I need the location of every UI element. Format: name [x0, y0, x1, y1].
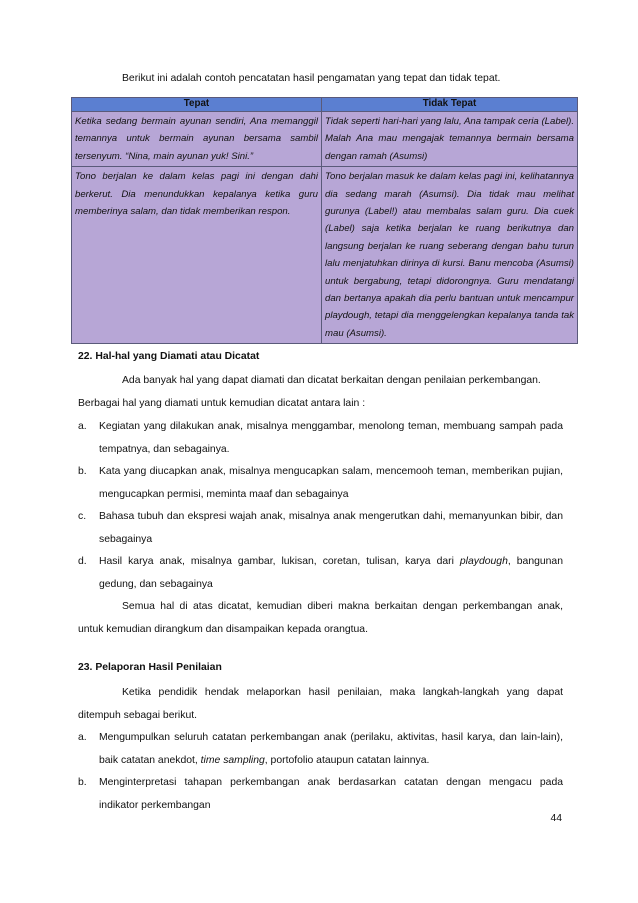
list-text: Bahasa tubuh dan ekspresi wajah anak, misalnya anak mengerutkan dahi, memanyunkan bibir, dan sebagainya: [99, 511, 563, 545]
table-cell: Tono berjalan masuk ke dalam kelas pagi ini, kelihatannya dia sedang marah (Asumsi). Dia tidak mau melihat gurunya (Label!) atau membalas salam guru. Dia cuek (Label) saja ketika berjalan ke ruang berikutnya dan langsung berjalan ke ruang seberang dengan bahu turun lalu menjatuhkan dirinya di kursi. Banu mencoba (Asumsi) untuk bergabung, tetapi didorongnya. Guru mendatangi dan bertanya apakah dia perlu bantuan untuk mencampur playdough, tetapi dia menggelengkan kepalanya tanda tak mau (Asumsi).: [322, 167, 578, 344]
list-text: Kegiatan yang dilakukan anak, misalnya menggambar, menolong teman, membuang sampah pada tempatnya, dan sebagainya.: [99, 421, 563, 455]
table-cell: Ketika sedang bermain ayunan sendiri, Ana memanggil temannya untuk bermain ayunan bersama sambil tersenyum. “Nina, main ayunan yuk! Sini.”: [72, 112, 322, 167]
list-marker: c.: [78, 511, 87, 522]
paragraph: Ketika pendidik hendak melaporkan hasil penilaian, maka langkah-langkah yang dapat ditempuh sebagai berikut.: [78, 687, 563, 721]
page-number: 44: [550, 813, 562, 824]
text-run: , portofolio ataupun catatan lainnya.: [264, 754, 430, 766]
list-item: [78, 772, 563, 817]
table-cell: Tono berjalan ke dalam kelas pagi ini dengan dahi berkerut. Dia menundukkan kepalanya ketika guru memberinya salam, dan tidak memberikan respon.: [72, 167, 322, 344]
section-heading: 22. Hal-hal yang Diamati atau Dicatat: [78, 351, 260, 362]
paragraph: Semua hal di atas dicatat, kemudian diberi makna berkaitan dengan perkembangan anak, untuk kemudian dirangkum dan disampaikan kepada orangtua.: [78, 601, 563, 635]
italic-term: playdough: [459, 556, 508, 567]
text-run: Hasil karya anak, misalnya gambar, lukisan, coretan, tulisan, karya dari: [99, 556, 460, 567]
list-text: Menginterpretasi tahapan perkembangan anak berdasarkan catatan dengan mengacu pada indikator perkembangan: [99, 777, 563, 811]
header-tepat: Tepat: [72, 98, 322, 112]
list-item: [78, 551, 563, 596]
italic-term: time sampling: [200, 754, 265, 766]
list-text: Kata yang diucapkan anak, misalnya mengucapkan salam, mencemooh teman, memberikan pujian, mengucapkan permisi, meminta maaf dan sebagainya: [99, 466, 563, 500]
table-cell: Tidak seperti hari-hari yang lalu, Ana tampak ceria (Label). Malah Ana mau mengajak temannya bermain bersama dengan ramah (Asumsi): [322, 112, 578, 167]
list-item: [78, 461, 563, 506]
list-item: [78, 506, 563, 551]
list-text: [99, 727, 563, 772]
text-run: Mengumpulkan seluruh catatan perkembangan anak (perilaku, aktivitas, hasil karya, dan lain-lain), baik catatan anekdot,: [99, 732, 563, 766]
list-marker: a.: [78, 732, 87, 743]
paragraph: Ada banyak hal yang dapat diamati dan dicatat berkaitan dengan penilaian perkembangan.: [122, 375, 541, 386]
observation-table: [71, 97, 578, 344]
list-item: [78, 416, 563, 461]
list-item: [78, 727, 563, 772]
list-marker: b.: [78, 777, 87, 788]
table-row: [72, 167, 578, 344]
list-marker: b.: [78, 466, 87, 477]
table-row: [72, 112, 578, 167]
list-marker: a.: [78, 421, 87, 432]
header-tidak-tepat: Tidak Tepat: [322, 98, 578, 112]
intro-text: Berikut ini adalah contoh pencatatan hasil pengamatan yang tepat dan tidak tepat.: [122, 73, 501, 84]
list-marker: d.: [78, 556, 87, 567]
section-heading: 23. Pelaporan Hasil Penilaian: [78, 662, 222, 673]
text-run: , bangunan gedung, dan sebagainya: [99, 556, 563, 590]
paragraph: Berbagai hal yang diamati untuk kemudian dicatat antara lain :: [78, 398, 366, 409]
list-text: [99, 551, 563, 596]
